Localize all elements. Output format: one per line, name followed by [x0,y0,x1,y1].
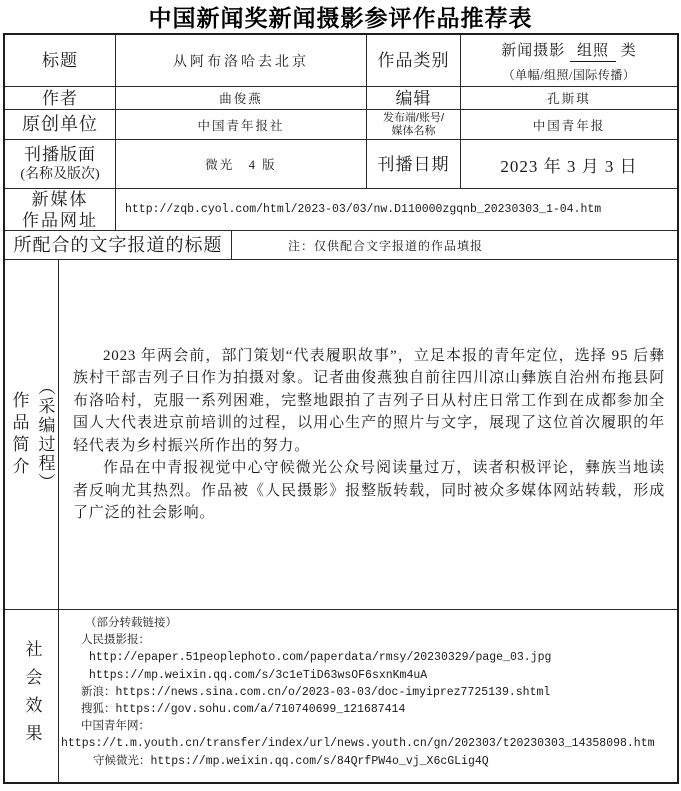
category-suffix: 类 [620,42,637,59]
page-title: 中国新闻奖新闻摄影参评作品推荐表 [148,5,533,31]
text-report-label-cell [5,231,232,260]
social-line: 人民摄影报： [81,634,150,648]
intro-paragraph: 2023 年两会前，部门策划“代表履职故事”，立足本报的青年定位，选择 95 后彝族村干部吉列子日作为拍摄对象。记者曲俊燕独自前往四川凉山彝族自治州布拖县阿布洛哈村，克服一系列困难，完整地跟拍了吉列子日从村庄日常工作到在成都参加全国人大代表进京前培训的过程，以用心生产的照片与文字，展现了这位首次履职的年轻代表为乡村振兴所作出的努力。 [73,347,665,454]
social-line: https://t.m.youth.cn/transfer/index/url/news.youth.cn/gn/202303/t20230303_14358098.htm [61,737,655,751]
editor-label: 编辑 [395,88,432,108]
social-line: 新浪：https://news.sina.com.cn/o/2023-03-03/doc-imyiprez7725139.shtml [81,685,551,699]
editor-value: 孔斯琪 [547,92,591,106]
category-options: （单幅/组照/国际传播） [502,67,636,82]
category-value-cell [461,35,677,87]
title-label: 标题 [42,51,78,70]
editor-value-cell [461,87,677,110]
author-label-cell [5,87,116,110]
social-line: http://epaper.51peoplephoto.com/paperdata/rmsy/20230329/page_03.jpg [89,651,552,665]
page-value: 微光 4 版 [205,158,277,172]
platform-value-cell [461,110,677,140]
text-report-note: 注：仅供配合文字报道的作品填报 [288,238,484,253]
org-label-cell [5,110,116,140]
page-label-cell [5,140,116,189]
url-label-cell [5,189,116,231]
org-label: 原创单位 [22,114,98,134]
social-lines [59,610,677,782]
date-value: 2023 年 3 月 3 日 [500,156,638,176]
org-value-cell [116,110,367,140]
title-label-cell [5,35,116,87]
author-label: 作者 [42,88,78,108]
text-report-label: 所配合的文字报道的标题 [13,234,223,255]
date-label-cell [367,140,461,189]
intro-paragraphs [59,260,677,610]
url-label-line2: 作品网址 [22,210,98,230]
social-line: 守候微光：https://mp.weixin.qq.com/s/84QrfPW4o_vj_X6cGLig4Q [93,754,489,768]
editor-label-cell [367,87,461,110]
social-label: 社会效果 [22,640,42,752]
author-value: 曲俊燕 [219,92,263,106]
intro-paragraph: 作品在中青报视觉中心守候微光公众号阅读量过万，读者积极评论，彝族当地读者反响尤其热烈。作品被《人民摄影》报整版转载，同时被众多媒体网站转载，形成了广泛的社会影响。 [73,460,665,521]
title-value: 从阿布洛哈去北京 [173,54,309,70]
social-line: （部分转载链接） [85,617,177,630]
platform-label-line2: 媒体名称 [391,124,436,137]
category-selection [501,39,637,62]
title-value-cell [116,35,367,87]
social-line: 中国青年网： [81,720,150,734]
platform-value: 中国青年报 [532,118,606,133]
page-label-line1: 刊播版面 [24,145,96,164]
social-label-cell [5,610,59,782]
platform-label-cell [367,110,461,140]
page-label-line2: (名称及版次) [20,167,100,182]
page-value-cell [116,140,367,189]
date-value-cell [461,140,677,189]
social-line: https://mp.weixin.qq.com/s/3c1eTiD63wsOF6sxnKm4uA [89,668,428,682]
recommendation-form-table [3,33,679,784]
category-label-cell [367,35,461,87]
author-value-cell [116,87,367,110]
org-value: 中国青年报社 [197,118,285,133]
social-line: 搜狐：https://gov.sohu.com/a/710740699_121687414 [81,703,406,717]
intro-label-cell [5,260,59,610]
category-prefix: 新闻摄影 [501,42,566,59]
url-value: http://zqb.cyol.com/html/2023-03/03/nw.D110000zgqnb_20230303_1-04.htm [125,203,602,216]
url-label-line1: 新媒体 [31,189,89,209]
intro-label-col2: （采编过程） [35,377,55,492]
intro-label-col1: 作品简介 [9,390,29,479]
category-selected-value: 组照 [570,39,616,62]
date-label: 刊播日期 [377,154,450,174]
platform-label-line1: 发布端/账号/ [382,111,445,124]
url-value-cell [116,189,677,231]
text-report-note-cell [232,231,677,260]
category-label: 作品类别 [377,51,450,70]
